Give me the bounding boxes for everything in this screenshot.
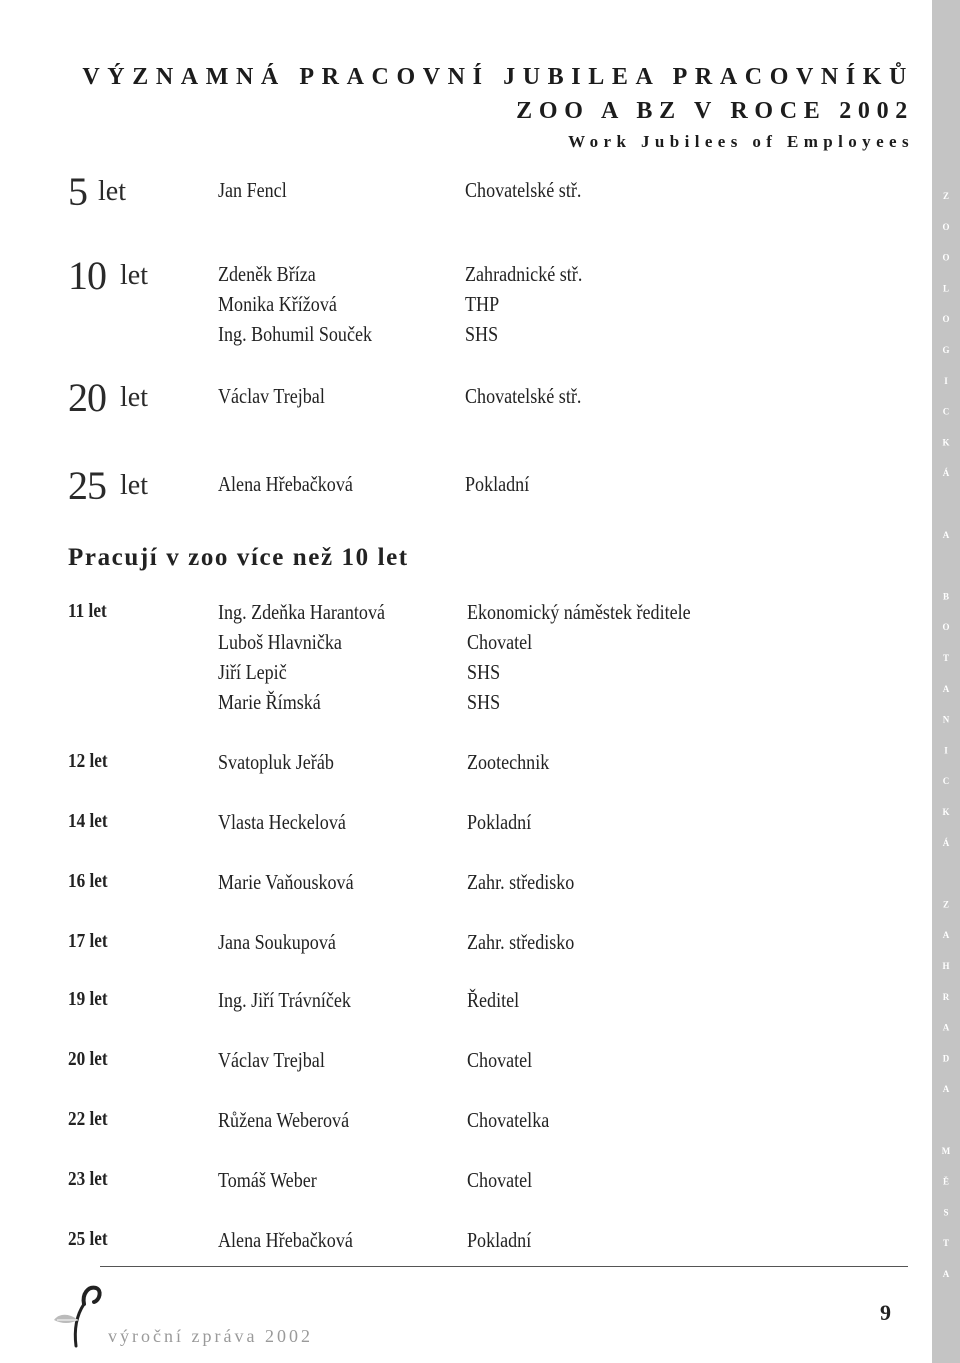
- years-label-text: 17 let: [68, 930, 108, 952]
- employee-name: [218, 600, 412, 625]
- employee-name-text: Luboš Hlavnička: [218, 630, 342, 654]
- employee-name-text: Ing. Zdeňka Harantová: [218, 600, 385, 624]
- zoo-logo-icon: [54, 1280, 104, 1348]
- years-label-text: 11 let: [68, 600, 107, 622]
- employee-name-text: Vlasta Heckelová: [218, 810, 346, 834]
- years-label-text: 16 let: [68, 870, 108, 892]
- employee-name: [218, 1228, 375, 1253]
- employee-name: [218, 292, 356, 317]
- employee-role: [467, 1108, 563, 1133]
- employee-name-text: Jana Soukupová: [218, 930, 336, 954]
- employee-role-text: Pokladní: [467, 1228, 532, 1252]
- employee-department: [465, 384, 600, 409]
- employee-department-text: SHS: [465, 322, 499, 346]
- employee-name: [218, 262, 332, 287]
- employee-name: [218, 178, 298, 203]
- page-title: VÝZNAMNÁ PRACOVNÍ JUBILEA PRACOVNÍKŮ: [82, 64, 914, 90]
- employee-name-text: Monika Křížová: [218, 292, 337, 316]
- employee-role: [467, 1168, 543, 1193]
- employee-name: [218, 630, 362, 655]
- page-title-line2: ZOO A BZ V ROCE 2002: [516, 98, 914, 124]
- employee-role: [467, 1228, 542, 1253]
- years-label-text: 19 let: [68, 988, 108, 1010]
- employee-name: [218, 810, 367, 835]
- years-label: [68, 870, 114, 893]
- employee-role-text: Chovatelka: [467, 1108, 550, 1132]
- jubilee-years-unit: let: [120, 470, 148, 501]
- jubilee-years-unit: let: [120, 260, 148, 291]
- years-label: [68, 1228, 114, 1251]
- employee-department: [465, 472, 540, 497]
- years-label: [68, 1048, 114, 1071]
- employee-name: [218, 690, 338, 715]
- employee-name: [218, 930, 355, 955]
- employee-role-text: Ekonomický náměstek ředitele: [467, 600, 691, 624]
- employee-role: [467, 660, 506, 685]
- employee-role: [467, 988, 528, 1013]
- page-subtitle-english: Work Jubilees of Employees: [568, 132, 914, 151]
- employee-department: [465, 262, 601, 287]
- employee-name-text: Ing. Jiří Trávníček: [218, 988, 351, 1012]
- years-label-text: 14 let: [68, 810, 108, 832]
- employee-name-text: Tomáš Weber: [218, 1168, 317, 1192]
- employee-name: [218, 472, 375, 497]
- employee-name-text: Alena Hřebačková: [218, 1228, 353, 1252]
- sidebar-band: [913, 0, 960, 1363]
- employee-role: [467, 810, 542, 835]
- sidebar-vertical-text: ZOOLOGICKÁ A BOTANICKÁ ZAHRADA MĚSTA PLZNĚ: [913, 191, 951, 1300]
- employee-role-text: SHS: [467, 660, 501, 684]
- employee-department-text: Chovatelské stř.: [465, 178, 582, 202]
- years-label-text: 12 let: [68, 750, 108, 772]
- employee-role: [467, 1048, 543, 1073]
- employee-name: [218, 660, 298, 685]
- years-label: [68, 930, 114, 953]
- employee-name-text: Zdeněk Bříza: [218, 262, 316, 286]
- page-number: 9: [880, 1300, 891, 1325]
- employee-role-text: SHS: [467, 690, 501, 714]
- employee-name-text: Jiří Lepič: [218, 660, 287, 684]
- employee-name-text: Svatopluk Jeřáb: [218, 750, 334, 774]
- years-label-text: 22 let: [68, 1108, 108, 1130]
- employee-name: [218, 750, 353, 775]
- jubilee-years: 20: [68, 375, 106, 420]
- employee-role-text: Pokladní: [467, 810, 532, 834]
- employee-department-text: THP: [465, 292, 500, 316]
- employee-department-text: Chovatelské stř.: [465, 384, 582, 408]
- years-label: [68, 1168, 114, 1191]
- years-label: [68, 1108, 114, 1131]
- employee-department: [465, 322, 504, 347]
- employee-name-text: Marie Vaňousková: [218, 870, 354, 894]
- employee-name: [218, 1108, 370, 1133]
- employee-role: [467, 870, 592, 895]
- employee-name-text: Růžena Weberová: [218, 1108, 350, 1132]
- employee-role: [467, 930, 592, 955]
- employee-name-text: Marie Římská: [218, 690, 321, 714]
- employee-role-text: Zahr. středisko: [467, 930, 575, 954]
- employee-name: [218, 384, 342, 409]
- employee-name: [218, 988, 373, 1013]
- employee-department: [465, 178, 600, 203]
- employee-department-text: Pokladní: [465, 472, 530, 496]
- jubilee-years: 25: [68, 463, 106, 508]
- employee-name: [218, 870, 376, 895]
- employee-name-text: Václav Trejbal: [218, 1048, 325, 1072]
- employee-name-text: Ing. Bohumil Souček: [218, 322, 373, 346]
- employee-name: [218, 1168, 333, 1193]
- jubilee-years-unit: let: [98, 176, 126, 207]
- section-title: Pracují v zoo více než 10 let: [68, 544, 409, 571]
- employee-name-text: Alena Hřebačková: [218, 472, 353, 496]
- employee-role-text: Zootechnik: [467, 750, 550, 774]
- employee-role-text: Ředitel: [467, 988, 520, 1012]
- years-label: [68, 600, 113, 623]
- employee-role: [467, 600, 727, 625]
- years-label-text: 25 let: [68, 1228, 108, 1250]
- employee-role-text: Chovatel: [467, 1048, 533, 1072]
- employee-role-text: Chovatel: [467, 1168, 533, 1192]
- jubilee-years-unit: let: [120, 382, 148, 413]
- employee-name: [218, 322, 397, 347]
- years-label-text: 20 let: [68, 1048, 108, 1070]
- employee-role: [467, 630, 543, 655]
- employee-name-text: Václav Trejbal: [218, 384, 325, 408]
- footer-annual-report: výroční zpráva 2002: [108, 1326, 313, 1346]
- employee-name-text: Jan Fencl: [218, 178, 287, 202]
- jubilee-years: 5: [68, 169, 87, 214]
- jubilee-years: 10: [68, 253, 106, 298]
- employee-role: [467, 750, 563, 775]
- employee-role-text: Zahr. středisko: [467, 870, 575, 894]
- employee-department: [465, 292, 505, 317]
- employee-role-text: Chovatel: [467, 630, 533, 654]
- years-label: [68, 810, 114, 833]
- employee-department-text: Zahradnické stř.: [465, 262, 583, 286]
- footer-divider: [100, 1266, 908, 1267]
- years-label-text: 23 let: [68, 1168, 108, 1190]
- years-label: [68, 750, 114, 773]
- employee-role: [467, 690, 506, 715]
- employee-name: [218, 1048, 342, 1073]
- years-label: [68, 988, 114, 1011]
